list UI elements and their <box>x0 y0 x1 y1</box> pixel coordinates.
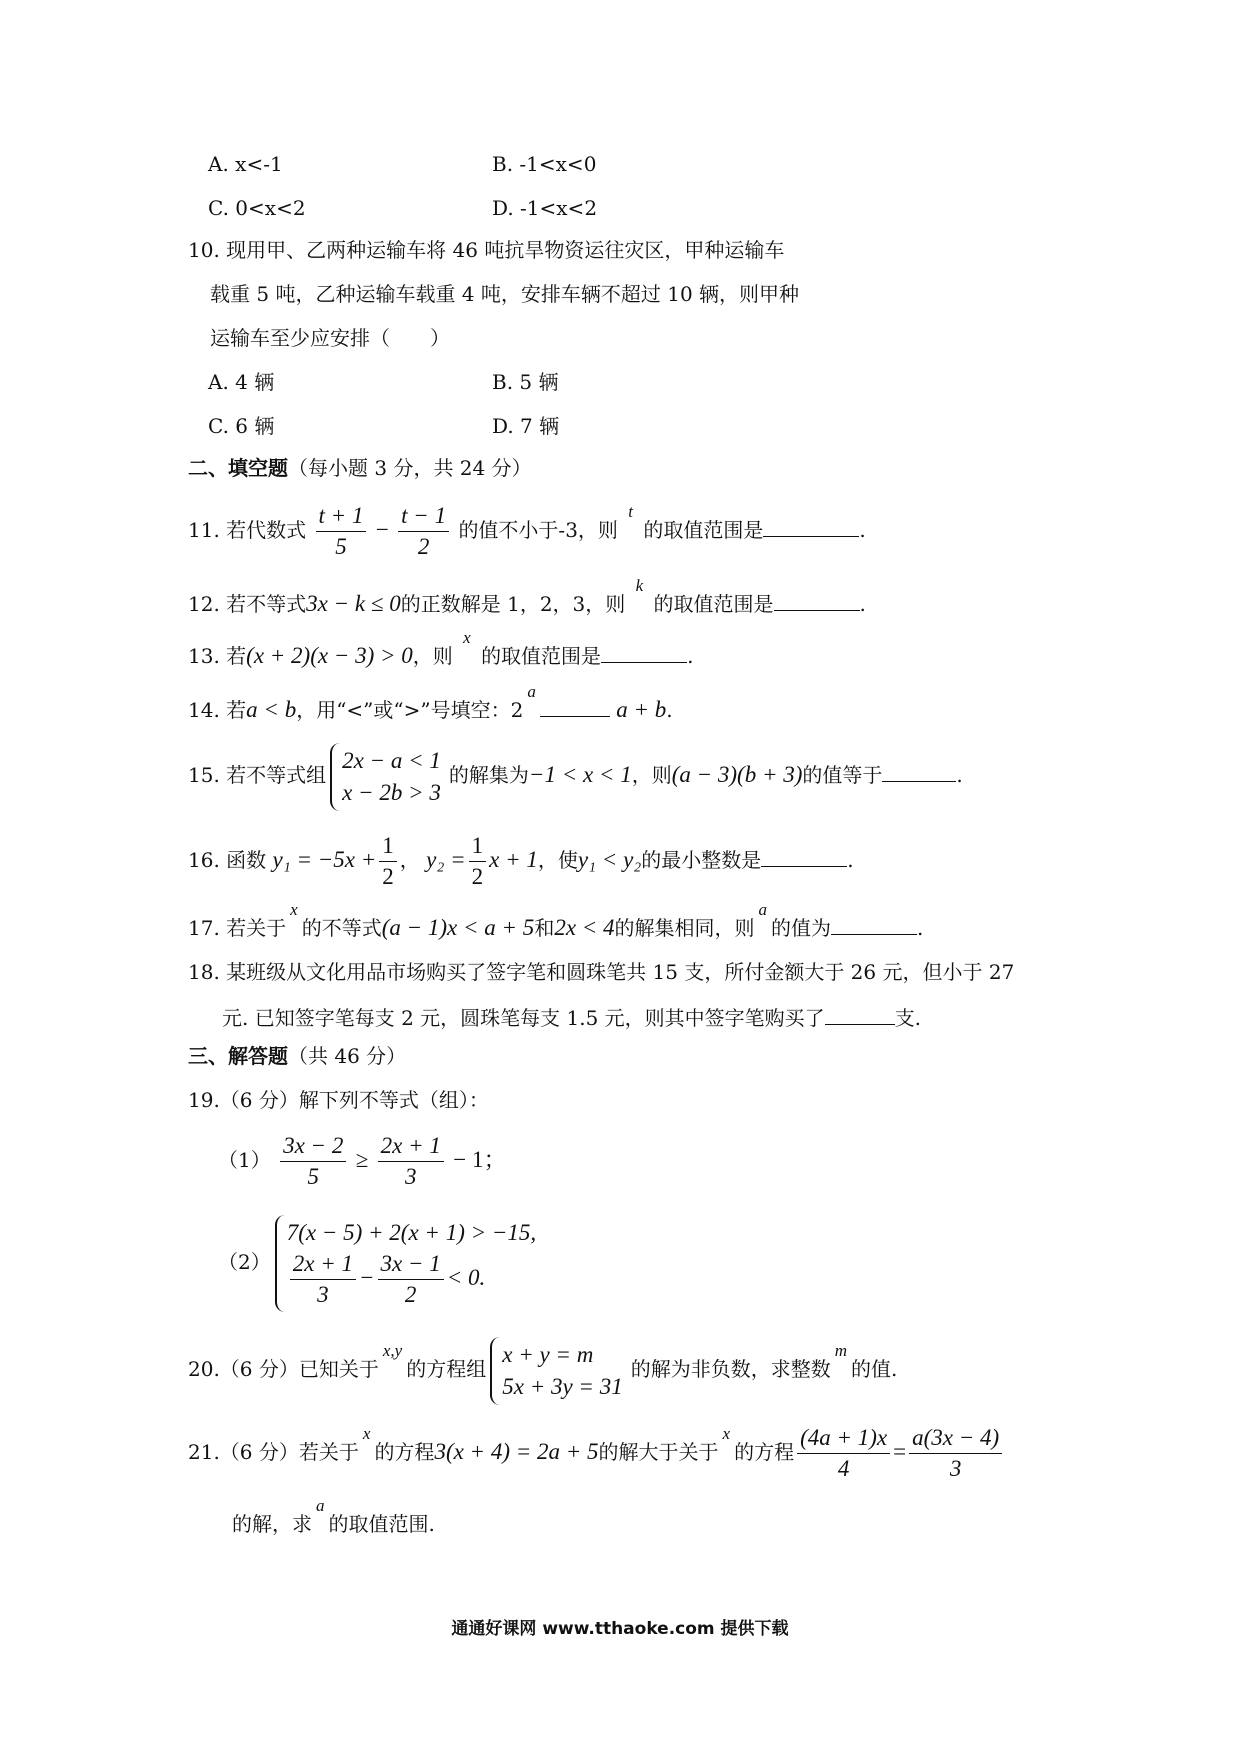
q14-prefix: 14. 若 <box>188 698 247 722</box>
section3-note: （共 46 分） <box>288 1044 407 1068</box>
q16-prefix: 16. 函数 <box>188 848 267 872</box>
q19-part2-label: （2） <box>218 1250 271 1274</box>
q20-middle: 的方程组 <box>406 1357 487 1381</box>
section2-title: 二、填空题 <box>188 456 288 480</box>
q11-middle: 的值不小于-3，则 <box>458 518 618 542</box>
q17-and: 和 <box>534 916 555 940</box>
q19-part2-eq2: $\frac{2x + 1}{3}$ − $\frac{3x - 1}{2}$ < 0. <box>287 1249 536 1310</box>
q17-middle: 的不等式 <box>301 916 382 940</box>
q21-middle-3: 的方程 <box>734 1440 795 1464</box>
q16-separator: ， <box>399 848 420 872</box>
q15-end: . <box>956 763 963 787</box>
q16-middle: ，使 <box>537 848 578 872</box>
q11 <box>188 498 866 564</box>
q21-variable-2: x <box>722 1424 731 1443</box>
q20-variable: m <box>834 1341 847 1360</box>
q19-part2-system <box>275 1215 540 1312</box>
q15-post: 的值等于 <box>802 763 883 787</box>
q15-middle-2: ，则 <box>631 763 672 787</box>
q16 <box>188 828 854 892</box>
q14 <box>188 682 673 724</box>
q12-inequality: 3x − k ≤ 0 <box>306 591 401 616</box>
q9-option-d: D. -1<x<2 <box>492 196 598 220</box>
q11-minus: − <box>375 517 389 542</box>
q21-middle-2: 的解大于关于 <box>598 1440 719 1464</box>
q19-part1 <box>218 1128 507 1192</box>
q17-inequality-2: 2x < 4 <box>554 915 615 940</box>
q15-prefix: 15. 若不等式组 <box>188 763 327 787</box>
q18-line2-text: 元. 已知签字笔每支 2 元，圆珠笔每支 1.5 元，则其中签字笔购买了 <box>222 1006 825 1030</box>
q21-line1 <box>188 1420 1005 1486</box>
q11-variable: t <box>628 502 634 521</box>
q19-part1-label: （1） <box>218 1148 271 1172</box>
q12-prefix: 12. 若不等式 <box>188 592 307 616</box>
q10-line1: 10. 现用甲、乙两种运输车将 46 吨抗旱物资运往灾区，甲种运输车 <box>188 238 785 262</box>
q19-part2-eq1: 7(x − 5) + 2(x + 1) > −15, <box>286 1220 537 1245</box>
q13-end: . <box>687 644 694 668</box>
q17-middle-2: 的解集相同，则 <box>614 916 755 940</box>
q21-line2-post: 的取值范围. <box>328 1512 435 1536</box>
q20-variables: x,y <box>382 1341 403 1360</box>
q13-middle: ，则 <box>412 644 453 668</box>
q17-variable-2: a <box>758 900 768 919</box>
q21-prefix: 21.（6 分）若关于 <box>188 1440 359 1464</box>
q19-head: 19.（6 分）解下列不等式（组）： <box>188 1088 489 1112</box>
q16-blank <box>761 846 847 867</box>
q20-middle-2: 的解为非负数，求整数 <box>630 1357 831 1381</box>
q21-variable-3: a <box>316 1496 325 1515</box>
section3-title: 三、解答题 <box>188 1044 288 1068</box>
q21-middle: 的方程 <box>374 1440 435 1464</box>
q14-condition: a < b <box>246 697 297 722</box>
q19-part1-fraction-2: $\frac{2x + 1}{3}$ <box>378 1131 444 1192</box>
q17 <box>188 900 924 942</box>
q10-option-b: B. 5 辆 <box>492 370 559 394</box>
q20-post: 的值. <box>850 1357 898 1381</box>
q15-blank <box>882 761 956 782</box>
q17-post: 的值为 <box>771 916 832 940</box>
q15-system: 2x − a < 1 x − 2b > 3 <box>330 743 445 811</box>
q14-blank <box>540 696 610 717</box>
q9-option-a: A. x<-1 <box>208 152 283 176</box>
q18-blank <box>825 1004 895 1025</box>
q11-end: . <box>859 518 866 542</box>
q16-half-2: $\frac{1}{2}$ <box>469 831 487 892</box>
q17-prefix: 17. 若关于 <box>188 916 287 940</box>
q16-compare: y₁ < y₂ <box>577 847 642 872</box>
q16-y2-tail: x + 1 <box>489 847 538 872</box>
q10-option-a: A. 4 辆 <box>208 370 275 394</box>
q10-line2: 载重 5 吨，乙种运输车载重 4 吨，安排车辆不超过 10 辆，则甲种 <box>210 282 800 306</box>
q12-end: . <box>859 592 866 616</box>
q14-middle: ，用“<”或“>”号填空：2 <box>296 698 524 722</box>
q21-equation: 3(x + 4) = 2a + 5 <box>434 1439 599 1464</box>
q17-variable: x <box>290 900 298 919</box>
q18-line1: 18. 某班级从文化用品市场购买了签字笔和圆珠笔共 15 支，所付金额大于 26 元，但小于 27 <box>188 960 1015 984</box>
q14-end: . <box>666 698 673 722</box>
q21-equals: = <box>893 1439 907 1464</box>
q20-prefix: 20.（6 分）已知关于 <box>188 1357 379 1381</box>
q13-variable: x <box>463 628 471 647</box>
q16-half-1: $\frac{1}{2}$ <box>379 831 397 892</box>
q18-end: 支. <box>894 1006 922 1030</box>
q12 <box>188 576 866 618</box>
q16-y1: y₁ = −5x + <box>272 847 377 872</box>
q14-exponent: a <box>527 682 536 701</box>
q20 <box>188 1334 897 1406</box>
q19-part2-fraction-2: $\frac{3x - 1}{2}$ <box>378 1249 444 1310</box>
q15-solution: −1 < x < 1 <box>528 762 632 787</box>
q20-system: x + y = m 5x + 3y = 31 <box>490 1337 626 1405</box>
q21-fraction-1: $\frac{(4a + 1)x}{4}$ <box>797 1423 890 1484</box>
q19-part1-fraction-1: $\frac{3x - 2}{5}$ <box>280 1131 346 1192</box>
section3-heading <box>188 1044 406 1068</box>
q15-expression: (a − 3)(b + 3) <box>671 762 803 787</box>
q13 <box>188 628 694 670</box>
q11-post: 的取值范围是 <box>643 518 764 542</box>
q19-part2-fraction-1: $\frac{2x + 1}{3}$ <box>290 1249 356 1310</box>
q16-end: . <box>847 848 854 872</box>
q21-line2 <box>232 1496 435 1538</box>
q17-end: . <box>917 916 924 940</box>
q21-line2-prefix: 的解，求 <box>232 1512 312 1536</box>
q13-prefix: 13. 若 <box>188 644 247 668</box>
q19-part2 <box>218 1212 544 1312</box>
q12-middle: 的正数解是 1，2，3，则 <box>400 592 626 616</box>
q11-fraction-2: $\frac{t - 1}{2}$ <box>398 501 449 562</box>
q12-post: 的取值范围是 <box>653 592 774 616</box>
q9-option-b: B. -1<x<0 <box>492 152 597 176</box>
q19-part1-tail: − 1； <box>453 1147 507 1172</box>
q21-variable: x <box>362 1424 371 1443</box>
q15-middle: 的解集为 <box>448 763 529 787</box>
q21-fraction-2: $\frac{a(3x - 4)}{3}$ <box>909 1423 1002 1484</box>
q16-y2: y₂ = <box>426 847 466 872</box>
q16-post: 的最小整数是 <box>641 848 762 872</box>
q11-prefix: 11. 若代数式 <box>188 518 307 542</box>
q11-blank <box>763 516 859 537</box>
q13-blank <box>601 642 687 663</box>
q10-option-c: C. 6 辆 <box>208 414 275 438</box>
q13-inequality: (x + 2)(x − 3) > 0 <box>246 643 413 668</box>
q12-blank <box>774 590 860 611</box>
section2-note: （每小题 3 分，共 24 分） <box>288 456 532 480</box>
q9-option-c: C. 0<x<2 <box>208 196 306 220</box>
q19-part1-ge: ≥ <box>355 1147 369 1172</box>
q14-expression: a + b <box>616 697 667 722</box>
section2-heading <box>188 456 532 480</box>
q11-fraction-1: $\frac{t + 1}{5}$ <box>316 501 367 562</box>
q10-option-d: D. 7 辆 <box>492 414 560 438</box>
q17-blank <box>831 914 917 935</box>
q10-line3: 运输车至少应安排（ ） <box>210 326 450 350</box>
q18-line2 <box>222 1004 921 1030</box>
page-footer: 通通好课网 www.tthaoke.com 提供下载 <box>451 1619 789 1639</box>
q13-post: 的取值范围是 <box>481 644 602 668</box>
q12-variable: k <box>635 576 644 595</box>
q17-inequality-1: (a − 1)x < a + 5 <box>381 915 535 940</box>
q15 <box>188 740 963 811</box>
